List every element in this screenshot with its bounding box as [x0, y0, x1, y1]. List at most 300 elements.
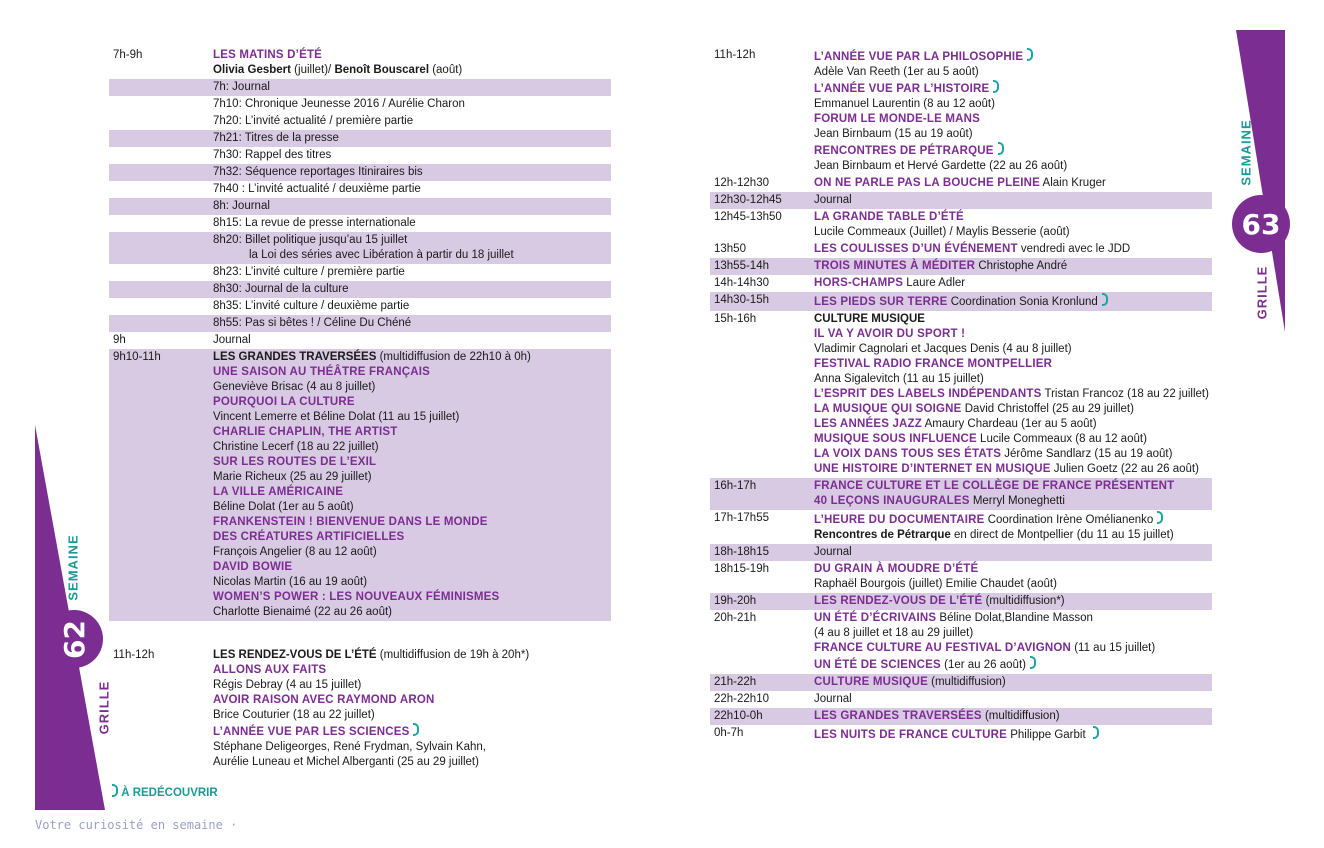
- page-number-badge-left: [45, 610, 103, 668]
- schedule-row: [710, 292, 1212, 311]
- program-name-bold: LES GRANDES TRAVERSÉES: [213, 351, 377, 363]
- program-line: [213, 233, 611, 248]
- time-slot: 22h10-0h: [714, 710, 763, 722]
- program-detail: Christine Lecerf (18 au 22 juillet): [213, 441, 379, 453]
- semaine-label-right: SEMAINE: [1238, 119, 1254, 186]
- program-detail: Journal: [814, 693, 852, 705]
- schedule-row: [109, 315, 611, 332]
- program-line: [814, 675, 1212, 690]
- program-line: [213, 114, 611, 129]
- program-line: [213, 663, 611, 678]
- program-line: [213, 265, 611, 280]
- program-content: [814, 675, 1212, 690]
- program-line: [814, 611, 1212, 626]
- program-content: [814, 259, 1212, 274]
- schedule-row: [109, 96, 611, 113]
- schedule-row: [710, 674, 1212, 691]
- left-schedule: [109, 47, 611, 771]
- program-line: [213, 216, 611, 231]
- program-line: [814, 142, 1212, 159]
- program-line: [814, 726, 1212, 743]
- grille-label-left: GRILLE: [96, 680, 112, 735]
- time-slot: 15h-16h: [714, 313, 757, 325]
- schedule-row: [109, 79, 611, 96]
- program-line: [814, 417, 1212, 432]
- redecouvrir-marker-icon: [1093, 726, 1099, 739]
- schedule-row: [710, 478, 1212, 510]
- schedule-row: [710, 258, 1212, 275]
- program-content: [814, 293, 1212, 310]
- program-title: HORS-CHAMPS: [814, 277, 904, 289]
- program-title: TROIS MINUTES À MÉDITER: [814, 260, 976, 272]
- time-slot: 12h-12h30: [714, 177, 769, 189]
- program-content: [213, 282, 611, 297]
- schedule-row: [109, 147, 611, 164]
- program-line: [814, 641, 1212, 656]
- program-title: SUR LES ROUTES DE L’EXIL: [213, 456, 377, 468]
- right-schedule: [710, 47, 1212, 744]
- schedule-row: [109, 298, 611, 315]
- program-line: [814, 626, 1212, 641]
- schedule-row: [109, 215, 611, 232]
- time-slot: 11h-12h: [113, 649, 155, 661]
- program-content: [213, 233, 611, 263]
- program-title: L’HEURE DU DOCUMENTAIRE: [814, 514, 985, 526]
- program-title: UN ÉTÉ D’ÉCRIVAINS: [814, 612, 937, 624]
- program-line: [213, 80, 611, 95]
- program-detail: Journal: [814, 546, 852, 558]
- schedule-row: [109, 281, 611, 298]
- program-detail: Jérôme Sandlarz (15 au 19 août): [1001, 448, 1173, 460]
- schedule-row: [710, 47, 1212, 175]
- program-line: [814, 447, 1212, 462]
- program-detail: Jean Birnbaum et Hervé Gardette (22 au 26 août): [814, 160, 1068, 172]
- program-line: [213, 199, 611, 214]
- schedule-row: [710, 311, 1212, 478]
- page-number-badge-right: [1232, 195, 1290, 253]
- program-line: [814, 327, 1212, 342]
- program-content: [814, 210, 1212, 240]
- program-title: UNE HISTOIRE D’INTERNET EN MUSIQUE: [814, 463, 1051, 475]
- redecouvrir-marker-icon: [413, 723, 419, 736]
- program-line: [814, 159, 1212, 174]
- program-line: [213, 316, 611, 331]
- program-line: [213, 560, 611, 575]
- program-content: [814, 242, 1212, 257]
- schedule-row: [109, 164, 611, 181]
- redecouvrir-marker-icon: [1027, 48, 1033, 61]
- schedule-row: [710, 275, 1212, 292]
- program-detail: Coordination Irène Omélianenko: [984, 514, 1154, 526]
- program-line: [814, 225, 1212, 240]
- program-title: ALLONS AUX FAITS: [213, 664, 327, 676]
- schedule-row: [710, 610, 1212, 674]
- time-slot: 17h-17h55: [714, 512, 769, 524]
- program-detail: 7h20: L’invité actualité / première partie: [213, 115, 414, 127]
- schedule-row: [109, 349, 611, 621]
- program-line: [213, 648, 611, 663]
- program-name-bold: LES RENDEZ-VOUS DE L’ÉTÉ: [213, 649, 377, 661]
- program-content: [213, 114, 611, 129]
- program-line: [213, 365, 611, 380]
- program-title: FRANKENSTEIN ! BIENVENUE DANS LE MONDE: [213, 516, 488, 528]
- time-slot: 14h30-15h: [714, 294, 769, 306]
- program-line: [213, 350, 611, 365]
- program-detail: (août): [429, 64, 463, 76]
- time-slot: 16h-17h: [714, 480, 757, 492]
- time-slot: 18h15-19h: [714, 563, 769, 575]
- program-detail: (juillet)/: [290, 64, 335, 76]
- program-detail: Charlotte Bienaimé (22 au 26 août): [213, 606, 392, 618]
- redecouvrir-marker-icon: [1157, 511, 1163, 524]
- program-title: L’ESPRIT DES LABELS INDÉPENDANTS: [814, 388, 1042, 400]
- program-title: L’ANNÉE VUE PAR LA PHILOSOPHIE: [814, 51, 1024, 63]
- schedule-row: [109, 232, 611, 264]
- program-detail: Adèle Van Reeth (1er au 5 août): [814, 66, 979, 78]
- program-detail: (multidiffusion de 22h10 à 0h): [376, 351, 531, 363]
- program-title: MUSIQUE SOUS INFLUENCE: [814, 433, 977, 445]
- program-title: LA MUSIQUE QUI SOIGNE: [814, 403, 962, 415]
- program-detail: la Loi des séries avec Libération à partir du 18 juillet: [249, 249, 514, 261]
- program-line: [213, 148, 611, 163]
- program-detail: Emmanuel Laurentin (8 au 12 août): [814, 98, 995, 110]
- program-line: [814, 387, 1212, 402]
- program-line: [213, 182, 611, 197]
- semaine-label-left: SEMAINE: [65, 534, 81, 601]
- time-slot: 7h-9h: [113, 49, 143, 61]
- program-line: [814, 709, 1212, 724]
- legend-label: À REDÉCOUVRIR: [121, 787, 218, 799]
- program-content: [814, 709, 1212, 724]
- program-detail: Jean Birnbaum (15 au 19 août): [814, 128, 973, 140]
- program-detail: Lucile Commeaux (8 au 12 août): [976, 433, 1147, 445]
- time-slot: 19h-20h: [714, 595, 757, 607]
- program-line: [814, 528, 1212, 543]
- program-line: [814, 210, 1212, 225]
- program-detail: 7h: Journal: [213, 81, 270, 93]
- program-detail: Laure Adler: [903, 277, 966, 289]
- page-number-left: 62: [57, 619, 91, 659]
- program-detail: Lucile Commeaux (Juillet) / Maylis Besserie (août): [814, 226, 1070, 238]
- program-detail: 7h30: Rappel des titres: [213, 149, 332, 161]
- time-slot: 21h-22h: [714, 676, 757, 688]
- program-content: [213, 299, 611, 314]
- program-line: [213, 48, 611, 63]
- program-detail: en direct de Montpellier (du 11 au 15 juillet): [950, 529, 1174, 541]
- program-line: [213, 530, 611, 545]
- program-title: POURQUOI LA CULTURE: [213, 396, 355, 408]
- schedule-row: [109, 47, 611, 79]
- program-title: DES CRÉATURES ARTIFICIELLES: [213, 531, 405, 543]
- program-detail: Béline Dolat,Blandine Masson: [936, 612, 1093, 624]
- program-line: [213, 395, 611, 410]
- program-line: [213, 590, 611, 605]
- time-slot: 18h-18h15: [714, 546, 769, 558]
- program-content: [814, 594, 1212, 609]
- program-detail: (11 au 15 juillet): [1071, 642, 1156, 654]
- program-detail: Aurélie Luneau et Michel Alberganti (25 au 29 juillet): [213, 756, 479, 768]
- program-content: [814, 611, 1212, 673]
- time-slot: 13h50: [714, 243, 746, 255]
- program-title: LA VILLE AMÉRICAINE: [213, 486, 344, 498]
- program-detail: 7h32: Séquence reportages Itiniraires bis: [213, 166, 423, 178]
- program-line: [213, 678, 611, 693]
- program-detail: Stéphane Deligeorges, René Frydman, Sylvain Kahn,: [213, 741, 486, 753]
- program-title: FRANCE CULTURE ET LE COLLÈGE DE FRANCE PRÉSENTENT: [814, 480, 1175, 492]
- program-detail: (1er au 26 août): [940, 659, 1026, 671]
- program-title: LES COULISSES D’UN ÉVÉNEMENT: [814, 243, 1018, 255]
- program-line: [213, 723, 611, 740]
- program-line: [814, 511, 1212, 528]
- program-line: [814, 312, 1212, 327]
- program-detail: 8h55: Pas si bêtes ! / Céline Du Chéné: [213, 317, 412, 329]
- program-title: FORUM LE MONDE-LE MANS: [814, 113, 981, 125]
- schedule-row: [710, 510, 1212, 544]
- program-detail: François Angelier (8 au 12 août): [213, 546, 377, 558]
- program-detail: Régis Debray (4 au 15 juillet): [213, 679, 362, 691]
- program-title: ON NE PARLE PAS LA BOUCHE PLEINE: [814, 177, 1040, 189]
- program-content: [213, 265, 611, 280]
- program-content: [213, 165, 611, 180]
- program-line: [213, 425, 611, 440]
- program-title: 40 LEÇONS INAUGURALES: [814, 495, 970, 507]
- program-title: AVOIR RAISON AVEC RAYMOND ARON: [213, 694, 435, 706]
- program-content: [213, 648, 611, 770]
- program-title: RENCONTRES DE PÉTRARQUE: [814, 145, 994, 157]
- program-line: [213, 470, 611, 485]
- program-line: [814, 293, 1212, 310]
- time-slot: 20h-21h: [714, 612, 757, 624]
- program-content: [814, 692, 1212, 707]
- program-detail: Marie Richeux (25 au 29 juillet): [213, 471, 372, 483]
- time-slot: 12h30-12h45: [714, 194, 782, 206]
- program-line: [814, 112, 1212, 127]
- program-title: LA GRANDE TABLE D’ÉTÉ: [814, 211, 964, 223]
- program-line: [814, 577, 1212, 592]
- program-detail: (multidiffusion de 19h à 20h*): [376, 649, 530, 661]
- program-content: [213, 350, 611, 620]
- program-title: LES MATINS D’ÉTÉ: [213, 49, 323, 61]
- program-line: [213, 333, 611, 348]
- program-line: [814, 65, 1212, 80]
- legend-redecouvrir: [112, 784, 218, 799]
- schedule-row: [710, 209, 1212, 241]
- program-line: [213, 545, 611, 560]
- program-content: [213, 97, 611, 112]
- program-content: [213, 199, 611, 214]
- program-content: [814, 726, 1212, 743]
- program-detail: Vladimir Cagnolari et Jacques Denis (4 au 8 juillet): [814, 343, 1072, 355]
- program-title: UN ÉTÉ DE SCIENCES: [814, 659, 941, 671]
- page-number-right: 63: [1241, 207, 1281, 241]
- program-line: [213, 380, 611, 395]
- program-name-bold: Rencontres de Pétrarque: [814, 529, 951, 541]
- program-line: [814, 594, 1212, 609]
- footer-caption: Votre curiosité en semaine ·: [35, 818, 238, 832]
- program-detail: Merryl Moneghetti: [969, 495, 1065, 507]
- program-detail: Journal: [814, 194, 852, 206]
- program-line: [213, 755, 611, 770]
- program-line: [213, 605, 611, 620]
- program-line: [213, 282, 611, 297]
- program-title: IL VA Y AVOIR DU SPORT !: [814, 328, 966, 340]
- program-content: [213, 316, 611, 331]
- program-content: [213, 80, 611, 95]
- program-detail: Alain Kruger: [1039, 177, 1106, 189]
- redecouvrir-marker-icon: [112, 784, 118, 797]
- program-detail: 7h10: Chronique Jeunesse 2016 / Aurélie Charon: [213, 98, 465, 110]
- program-name-bold: Olivia Gesbert: [213, 64, 291, 76]
- program-detail: (4 au 8 juillet et 18 au 29 juillet): [814, 627, 974, 639]
- program-line: [213, 165, 611, 180]
- schedule-row: [710, 561, 1212, 593]
- program-line: [213, 97, 611, 112]
- redecouvrir-marker-icon: [998, 142, 1004, 155]
- schedule-row: [109, 332, 611, 349]
- program-line: [213, 740, 611, 755]
- program-title: FESTIVAL RADIO FRANCE MONTPELLIER: [814, 358, 1053, 370]
- program-line: [814, 372, 1212, 387]
- program-detail: 7h40 : L’invité actualité / deuxième partie: [213, 183, 421, 195]
- program-detail: 8h30: Journal de la culture: [213, 283, 349, 295]
- program-content: [814, 479, 1212, 509]
- program-content: [213, 333, 611, 348]
- redecouvrir-marker-icon: [1102, 293, 1108, 306]
- program-detail: Journal: [213, 334, 251, 346]
- program-detail: Raphaël Bourgois (juillet) Emilie Chaudet (août): [814, 578, 1057, 590]
- program-line: [213, 299, 611, 314]
- program-detail: (multidiffusion): [981, 710, 1060, 722]
- program-content: [814, 511, 1212, 543]
- program-title: LES PIEDS SUR TERRE: [814, 296, 948, 308]
- program-line: [814, 656, 1212, 673]
- program-content: [814, 48, 1212, 174]
- program-line: [213, 500, 611, 515]
- row-spacer: [109, 621, 611, 647]
- program-detail: Amaury Chardeau (1er au 5 août): [922, 418, 1097, 430]
- program-detail: 8h: Journal: [213, 200, 270, 212]
- time-slot: 0h-7h: [714, 727, 744, 739]
- program-line: [814, 479, 1212, 494]
- program-detail: 8h35: L’invité culture / deuxième partie: [213, 300, 410, 312]
- program-detail: Nicolas Martin (16 au 19 août): [213, 576, 368, 588]
- schedule-row: [710, 544, 1212, 561]
- program-title: DAVID BOWIE: [213, 561, 293, 573]
- program-line: [814, 259, 1212, 274]
- program-line: [814, 242, 1212, 257]
- program-detail: Julien Goetz (22 au 26 août): [1050, 463, 1199, 475]
- program-line: [213, 410, 611, 425]
- schedule-row: [109, 130, 611, 147]
- schedule-row: [109, 181, 611, 198]
- program-detail: 8h15: La revue de presse internationale: [213, 217, 416, 229]
- program-detail: 8h23: L’invité culture / première partie: [213, 266, 405, 278]
- program-content: [213, 131, 611, 146]
- schedule-row: [109, 113, 611, 130]
- program-detail: Coordination Sonia Kronlund: [947, 296, 1098, 308]
- program-detail: Vincent Lemerre et Béline Dolat (11 au 15 juillet): [213, 411, 460, 423]
- program-line: [814, 193, 1212, 208]
- program-line: [213, 575, 611, 590]
- program-line: [814, 462, 1212, 477]
- program-line: [213, 63, 611, 78]
- program-line: [213, 440, 611, 455]
- program-title: LES GRANDES TRAVERSÉES: [814, 710, 982, 722]
- time-slot: 9h: [113, 334, 126, 346]
- program-detail: Tristan Francoz (18 au 22 juillet): [1041, 388, 1209, 400]
- program-title: L’ANNÉE VUE PAR LES SCIENCES: [213, 726, 410, 738]
- program-line: [213, 708, 611, 723]
- redecouvrir-marker-icon: [1030, 656, 1036, 669]
- schedule-row: [710, 593, 1212, 610]
- program-title: FRANCE CULTURE AU FESTIVAL D’AVIGNON: [814, 642, 1072, 654]
- time-slot: 13h55-14h: [714, 260, 769, 272]
- program-title: WOMEN’S POWER : LES NOUVEAUX FÉMINISMES: [213, 591, 500, 603]
- program-line: [213, 131, 611, 146]
- program-line: [814, 48, 1212, 65]
- program-detail: vendredi avec le JDD: [1017, 243, 1131, 255]
- program-line: [814, 276, 1212, 291]
- time-slot: 12h45-13h50: [714, 211, 782, 223]
- program-content: [814, 193, 1212, 208]
- program-line: [213, 248, 611, 263]
- program-line: [814, 545, 1212, 560]
- program-detail: Philippe Garbit: [1007, 729, 1089, 741]
- program-detail: (multidiffusion*): [982, 595, 1065, 607]
- program-detail: Béline Dolat (1er au 5 août): [213, 501, 354, 513]
- program-name-bold: Benoît Bouscarel: [334, 64, 430, 76]
- program-detail: Brice Couturier (18 au 22 juillet): [213, 709, 375, 721]
- program-line: [814, 80, 1212, 97]
- schedule-row: [710, 175, 1212, 192]
- program-line: [213, 515, 611, 530]
- redecouvrir-marker-icon: [993, 80, 999, 93]
- program-detail: 7h21: Titres de la presse: [213, 132, 339, 144]
- schedule-row: [710, 192, 1212, 209]
- program-line: [814, 562, 1212, 577]
- program-title: LES ANNÉES JAZZ: [814, 418, 923, 430]
- program-title: CHARLIE CHAPLIN, THE ARTIST: [213, 426, 398, 438]
- schedule-row: [109, 264, 611, 281]
- program-detail: Anna Sigalevitch (11 au 15 juillet): [814, 373, 984, 385]
- program-content: [814, 276, 1212, 291]
- program-content: [814, 176, 1212, 191]
- time-slot: 22h-22h10: [714, 693, 769, 705]
- program-line: [814, 97, 1212, 112]
- program-content: [814, 312, 1212, 477]
- program-line: [814, 342, 1212, 357]
- schedule-row: [710, 241, 1212, 258]
- program-line: [814, 494, 1212, 509]
- schedule-row: [109, 647, 611, 771]
- program-detail: Geneviève Brisac (4 au 8 juillet): [213, 381, 376, 393]
- program-line: [213, 693, 611, 708]
- program-content: [213, 182, 611, 197]
- program-content: [814, 545, 1212, 560]
- schedule-row: [710, 691, 1212, 708]
- program-title: CULTURE MUSIQUE: [814, 676, 928, 688]
- program-line: [814, 176, 1212, 191]
- program-content: [213, 148, 611, 163]
- program-line: [814, 432, 1212, 447]
- program-title: DU GRAIN À MOUDRE D’ÉTÉ: [814, 563, 979, 575]
- program-detail: (multidiffusion): [927, 676, 1006, 688]
- time-slot: 11h-12h: [714, 49, 756, 61]
- program-detail: Christophe André: [975, 260, 1068, 272]
- program-line: [213, 455, 611, 470]
- time-slot: 9h10-11h: [113, 351, 161, 363]
- time-slot: 14h-14h30: [714, 277, 769, 289]
